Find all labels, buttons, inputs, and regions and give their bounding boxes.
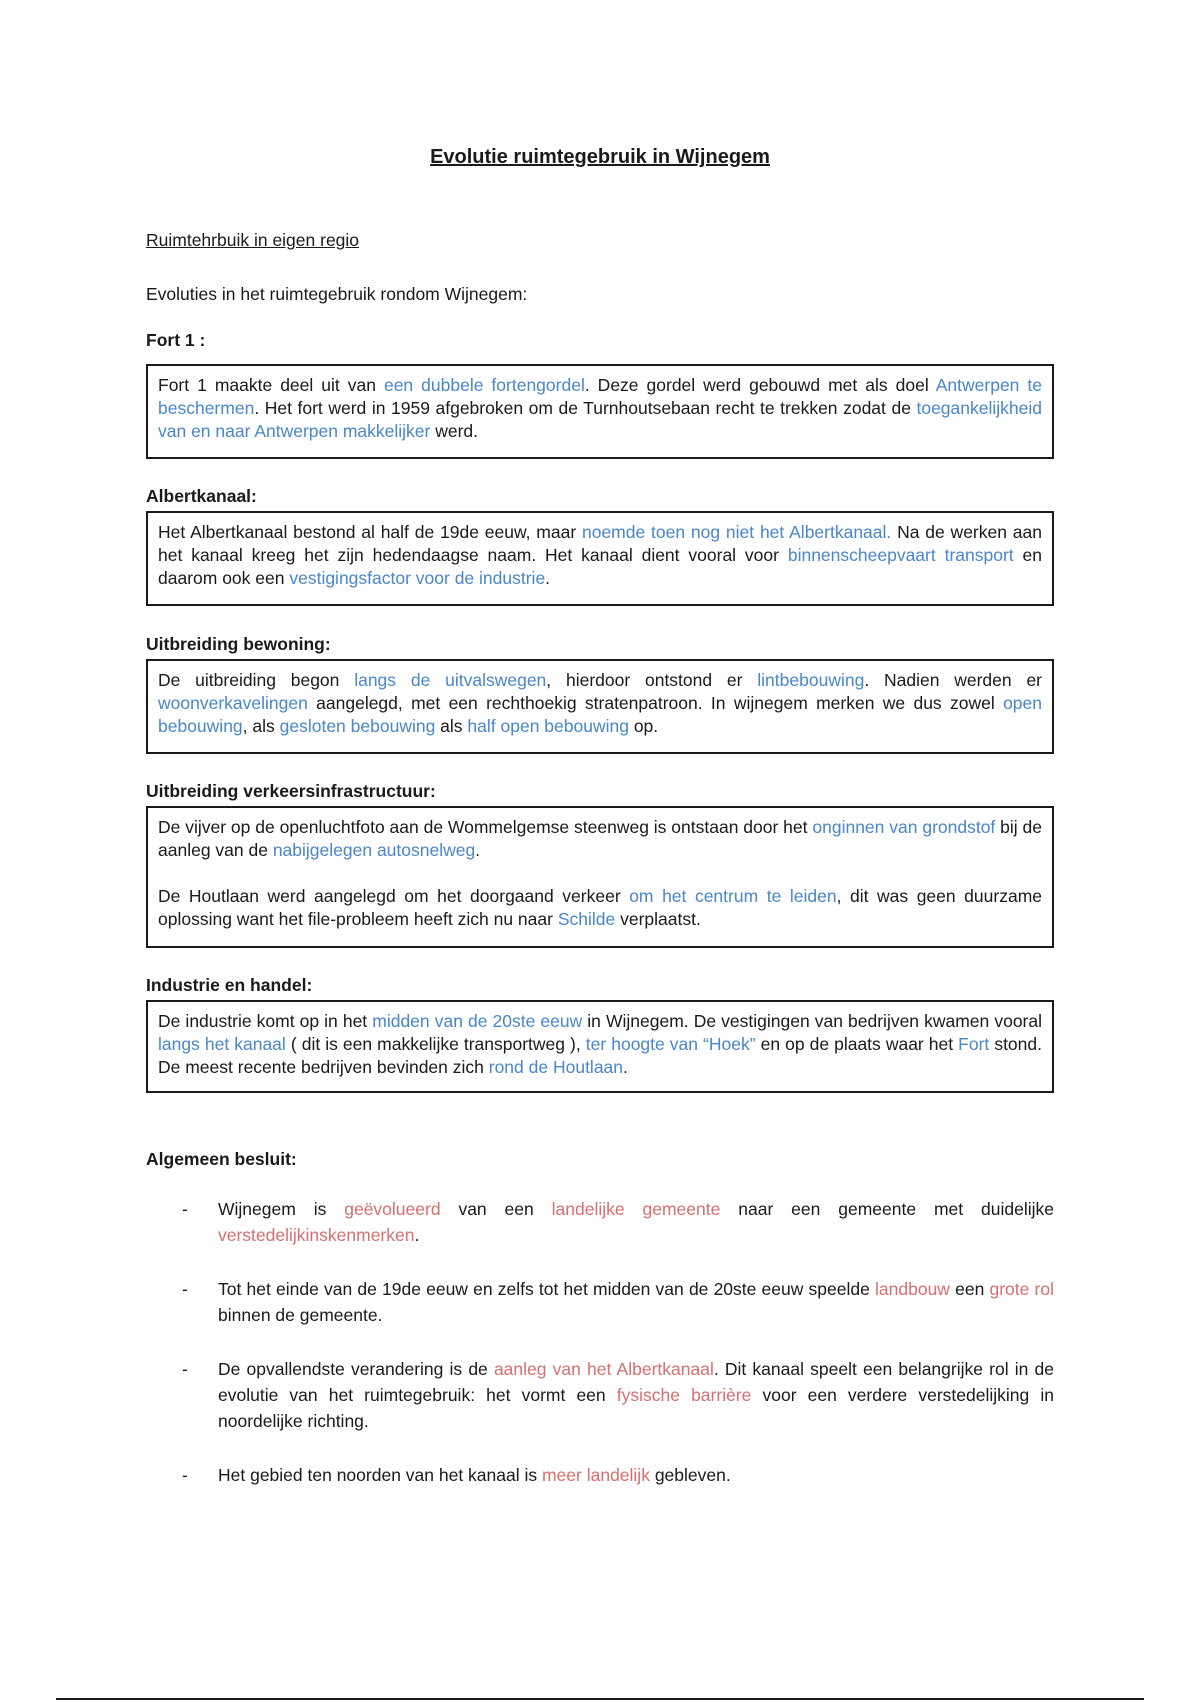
highlighted-term: gesloten bebouwing <box>279 716 436 736</box>
text-run: Het Albertkanaal bestond al half de 19de eeuw, maar <box>158 522 582 542</box>
highlighted-term: aanleg van het Albertkanaal <box>493 1359 714 1379</box>
text-run: De industrie komt op in het <box>158 1011 373 1031</box>
text-run: De vijver op de openluchtfoto aan de Wommelgemse steenweg is ontstaan door het <box>158 817 813 837</box>
text-run: stond. De meest recente bedrijven bevinden zich <box>158 1034 1042 1077</box>
highlighted-term: een dubbele fortengordel <box>383 375 585 395</box>
highlighted-term: Antwerpen te beschermen <box>158 375 1042 418</box>
highlighted-term: landbouw <box>875 1279 950 1299</box>
highlighted-term: langs het kanaal <box>158 1034 286 1054</box>
text-box-verkeersinfrastructuur <box>146 806 1054 948</box>
text-run: van een <box>440 1199 552 1219</box>
highlighted-term: half open bebouwing <box>467 716 629 736</box>
highlighted-term: midden van de 20ste eeuw <box>372 1011 583 1031</box>
text-run: . Dit kanaal speelt een belangrijke rol in de evolutie van het ruimtegebruik: het vormt een <box>218 1359 1054 1405</box>
text-run: binnen de gemeente. <box>218 1305 383 1325</box>
conclusion-text <box>218 1359 1054 1431</box>
text-run: gebleven. <box>649 1465 731 1485</box>
conclusion-label: Algemeen besluit: <box>146 1149 297 1169</box>
highlighted-term: noemde toen nog niet het Albertkanaal. <box>581 522 892 542</box>
dash-bullet: - <box>182 1279 188 1299</box>
text-run: en daarom ook een <box>158 545 1043 588</box>
highlighted-term: Schilde <box>557 909 616 929</box>
text-box-fort <box>146 364 1054 459</box>
highlighted-term: open bebouwing <box>158 693 1042 736</box>
text-run: in Wijnegem. De vestigingen van bedrijven kwamen vooral <box>582 1011 1042 1031</box>
highlighted-term: grote rol <box>989 1279 1054 1299</box>
section-label-albertkanaal: Albertkanaal: <box>146 486 257 506</box>
text-run: een <box>949 1279 990 1299</box>
highlighted-term: meer landelijk <box>541 1465 650 1485</box>
section-label-bewoning: Uitbreiding bewoning: <box>146 634 331 654</box>
text-run: op. <box>628 716 659 736</box>
section-label-verkeersinfrastructuur: Uitbreiding verkeersinfrastructuur: <box>146 781 436 801</box>
highlighted-term: binnenscheepvaart transport <box>787 545 1014 565</box>
text-run: als <box>435 716 468 736</box>
paragraph <box>158 669 1042 738</box>
text-run: en op de plaats waar het <box>755 1034 959 1054</box>
section-label-industrie: Industrie en handel: <box>146 975 313 995</box>
text-run: , hierdoor ontstond er <box>546 670 758 690</box>
document-title: Evolutie ruimtegebruik in Wijnegem <box>430 146 770 168</box>
text-run: Fort 1 maakte deel uit van <box>158 375 384 395</box>
paragraph <box>158 521 1042 590</box>
text-run: aangelegd, met een rechthoekig stratenpatroon. In wijnegem merken we dus zowel <box>307 693 1004 713</box>
conclusion-text <box>218 1279 1054 1325</box>
dash-bullet: - <box>182 1465 188 1485</box>
text-box-industrie <box>146 1000 1054 1093</box>
text-run: De Houtlaan werd aangelegd om het doorgaand verkeer <box>158 886 630 906</box>
highlighted-term: toegankelijkheid van en naar Antwerpen makkelijker <box>158 398 1042 441</box>
text-run: . <box>545 568 551 588</box>
section-label-fort: Fort 1 : <box>146 330 206 350</box>
highlighted-term: onginnen van grondstof <box>812 817 996 837</box>
text-run: ( dit is een makkelijke transportweg ), <box>285 1034 586 1054</box>
highlighted-term: langs de uitvalswegen <box>354 670 547 690</box>
paragraph <box>158 1010 1042 1079</box>
highlighted-term: Fort <box>958 1034 990 1054</box>
highlighted-term: landelijke gemeente <box>551 1199 721 1219</box>
text-run: werd. <box>430 421 479 441</box>
conclusion-item <box>146 1462 1054 1488</box>
text-run: De uitbreiding begon <box>158 670 355 690</box>
conclusion-item <box>146 1356 1054 1434</box>
highlighted-term: verstedelijkinskenmerken <box>218 1225 415 1245</box>
text-run: . <box>414 1225 420 1245</box>
text-run: De opvallendste verandering is de <box>218 1359 494 1379</box>
text-run: . <box>475 840 481 860</box>
highlighted-term: woonverkavelingen <box>158 693 308 713</box>
paragraph <box>158 816 1042 862</box>
highlighted-term: nabijgelegen autosnelweg <box>272 840 476 860</box>
text-run: verplaatst. <box>615 909 701 929</box>
text-run: Het gebied ten noorden van het kanaal is <box>218 1465 542 1485</box>
highlighted-term: rond de Houtlaan <box>488 1057 624 1077</box>
section-subheading: Ruimtehrbuik in eigen regio <box>146 230 360 250</box>
highlighted-term: fysische barrière <box>616 1385 752 1405</box>
text-run: Wijnegem is <box>218 1199 345 1219</box>
text-run: Tot het einde van de 19de eeuw en zelfs tot het midden van de 20ste eeuw speelde <box>218 1279 876 1299</box>
text-run: voor een verdere verstedelijking in noordelijke richting. <box>218 1385 1054 1431</box>
text-run: . <box>623 1057 628 1077</box>
conclusion-item <box>146 1196 1054 1248</box>
conclusion-item <box>146 1276 1054 1328</box>
text-run: . Het fort werd in 1959 afgebroken om de Turnhoutsebaan recht te trekken zodat de <box>254 398 917 418</box>
dash-bullet: - <box>182 1359 188 1379</box>
text-run: , dit was geen duurzame oplossing want het file-probleem heeft zich nu naar <box>158 886 1042 929</box>
highlighted-term: geëvolueerd <box>344 1199 441 1219</box>
paragraph <box>158 885 1042 931</box>
text-run: Na de werken aan het kanaal kreeg het zijn hedendaagse naam. Het kanaal dient vooral voor <box>158 522 1042 565</box>
paragraph <box>158 374 1042 443</box>
text-box-bewoning <box>146 659 1054 754</box>
highlighted-term: lintbebouwing <box>757 670 865 690</box>
dash-bullet: - <box>182 1199 188 1219</box>
highlighted-term: vestigingsfactor voor de industrie <box>289 568 546 588</box>
text-run: bij de aanleg van de <box>158 817 1042 860</box>
intro-text: Evoluties in het ruimtegebruik rondom Wijnegem: <box>146 284 528 304</box>
text-run: naar een gemeente met duidelijke <box>720 1199 1055 1219</box>
conclusion-text <box>218 1465 731 1485</box>
conclusion-text <box>218 1199 1054 1245</box>
text-run: . Nadien werden er <box>864 670 1042 690</box>
text-run: . Deze gordel werd gebouwd met als doel <box>584 375 936 395</box>
conclusion-list <box>146 1196 1054 1516</box>
text-run: , als <box>242 716 280 736</box>
highlighted-term: ter hoogte van “Hoek” <box>585 1034 756 1054</box>
text-box-albertkanaal <box>146 511 1054 606</box>
highlighted-term: om het centrum te leiden <box>629 886 837 906</box>
